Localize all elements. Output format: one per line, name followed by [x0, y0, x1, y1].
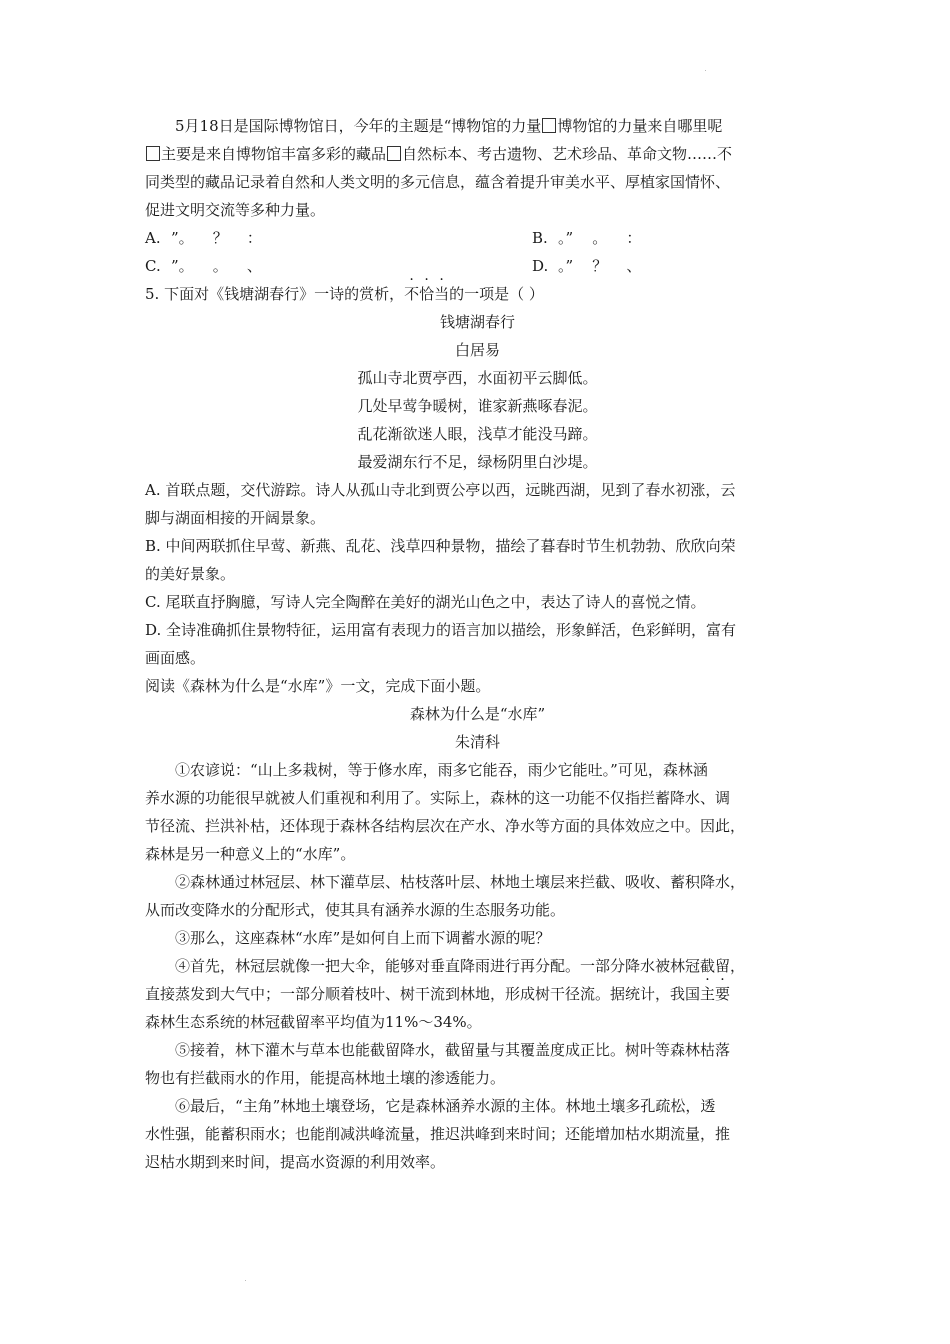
option-marks: 。” ？ 、 — [558, 257, 642, 275]
intro-text: 5月18日是国际博物馆日，今年的主题是“博物馆的力量 — [175, 117, 542, 135]
poem-author: 白居易 — [454, 341, 500, 359]
emphasis-char: 当 — [434, 285, 450, 303]
corner-mark-top — [705, 70, 706, 71]
poem-line: 孤山寺北贾亭西，水面初平云脚低。 — [357, 369, 598, 387]
poem-line: 乱花渐欲迷人眼，浅草才能没马蹄。 — [357, 425, 598, 443]
option-label: D. — [532, 257, 549, 275]
q5-choices — [145, 476, 810, 672]
article-paragraph-2: ②森林通过林冠层、林下灌草层、枯枝落叶层、林地土壤层来拦截、吸收、蓄积降水， 从而改变降水的分配形式，使其具有涵养水源的生态服务功能。 — [145, 873, 746, 919]
article-paragraph-3: ③那么，这座森林“水库”是如何自上而下调蓄水源的呢？ — [175, 929, 551, 947]
intro-text: 主要是来自博物馆丰富多彩的藏品 — [161, 145, 387, 163]
option-marks: ”。 。 、 — [171, 257, 262, 275]
blank-box — [542, 118, 556, 133]
q4-options-row — [145, 224, 810, 252]
intro-paragraph — [145, 112, 810, 224]
q5-stem: 5. 下面对《钱塘湖春行》一诗的赏析，不恰当的一项是（ ） — [145, 280, 810, 308]
article-paragraph-5: ⑤接着，林下灌木与草本也能截留降水，截留量与其覆盖度成正比。树叶等森林枯落 物也有拦截雨水的作用，能提高林地土壤的渗透能力。 — [145, 1041, 731, 1087]
option-label: A. — [145, 229, 161, 247]
choice-d-text: D. 全诗准确抓住景物特征，运用富有表现力的语言加以描绘，形象鲜活，色彩鲜明，富有 — [145, 621, 737, 639]
intro-text: 自然标本、考古遗物、艺术珍品、革命文物……不 — [402, 145, 733, 163]
article-paragraph-4: ④首先，林冠层就像一把大伞，能够对垂直降雨进行再分配。一部分降水被林冠截留， 直接蒸发到大气中；一部分顺着枝叶、树干流到林地，形成树干径流。据统计，我国主要 森林生态系统的林冠截留率平均值为11%～34%。 — [145, 957, 746, 1031]
option-label: B. — [532, 229, 548, 247]
document-page — [145, 112, 810, 1176]
choice-a-text: 脚与湖面相接的开阔景象。 — [145, 509, 326, 527]
corner-mark-bottom — [245, 1280, 246, 1281]
option-marks: ”。 ？ ： — [171, 229, 262, 247]
emphasis-char: 主 — [700, 985, 716, 1003]
article-title: 森林为什么是“水库” — [409, 705, 546, 723]
q4-options-row — [145, 252, 810, 280]
choice-c-text: C. 尾联直抒胸臆，写诗人完全陶醉在美好的湖光山色之中，表达了诗人的喜悦之情。 — [145, 593, 706, 611]
option-label: C. — [145, 257, 161, 275]
poem-line: 几处早莺争暖树，谁家新燕啄春泥。 — [357, 397, 598, 415]
choice-b-text: B. 中间两联抓住早莺、新燕、乱花、浅草四种景物，描绘了暮春时节生机勃勃、欣欣向荣 — [145, 537, 736, 555]
article-paragraph-1: ①农谚说：“山上多栽树，等于修水库，雨多它能吞，雨少它能吐。”可见，森林涵 养水源的功能很早就被人们重视和利用了。实际上，森林的这一功能不仅指拦蓄降水、调 节径流、拦洪补枯，还体现于森林各结构层次在产水、净水等方面的具体效应之中。因此， 森林是另一种意义上的“水库”。 — [145, 761, 746, 863]
poem — [145, 308, 810, 476]
emphasis-char: 要 — [715, 985, 731, 1003]
intro-text: 促进文明交流等多种力量。 — [145, 201, 326, 219]
poem-title: 钱塘湖春行 — [439, 313, 515, 331]
intro-text: 博物馆的力量来自哪里呢 — [557, 117, 723, 135]
article-author: 朱清科 — [454, 733, 500, 751]
intro-text: 同类型的藏品记录着自然和人类文明的多元信息，蕴含着提升审美水平、厚植家国情怀、 — [145, 173, 731, 191]
choice-d-text: 画面感。 — [145, 649, 206, 667]
choice-a-text: A. 首联点题，交代游踪。诗人从孤山寺北到贾公亭以西，远眺西湖，见到了春水初涨，云 — [145, 481, 736, 499]
blank-box — [387, 146, 401, 161]
emphasis-char: 不 — [404, 285, 420, 303]
choice-b-text: 的美好景象。 — [145, 565, 236, 583]
blank-box — [146, 146, 160, 161]
poem-line: 最爱湖东行不足，绿杨阴里白沙堤。 — [357, 453, 598, 471]
reading-instruction: 阅读《森林为什么是“水库”》一文，完成下面小题。 — [145, 677, 491, 695]
option-marks: 。” 。 ： — [558, 229, 642, 247]
emphasis-char: 恰 — [419, 285, 435, 303]
article-paragraph-6: ⑥最后，“主角”林地土壤登场，它是森林涵养水源的主体。林地土壤多孔疏松，透 水性强，能蓄积雨水；也能削减洪峰流量，推迟洪峰到来时间；还能增加枯水期流量，推 迟枯水期到来时间，提高水资源的利用效率。 — [145, 1097, 731, 1171]
